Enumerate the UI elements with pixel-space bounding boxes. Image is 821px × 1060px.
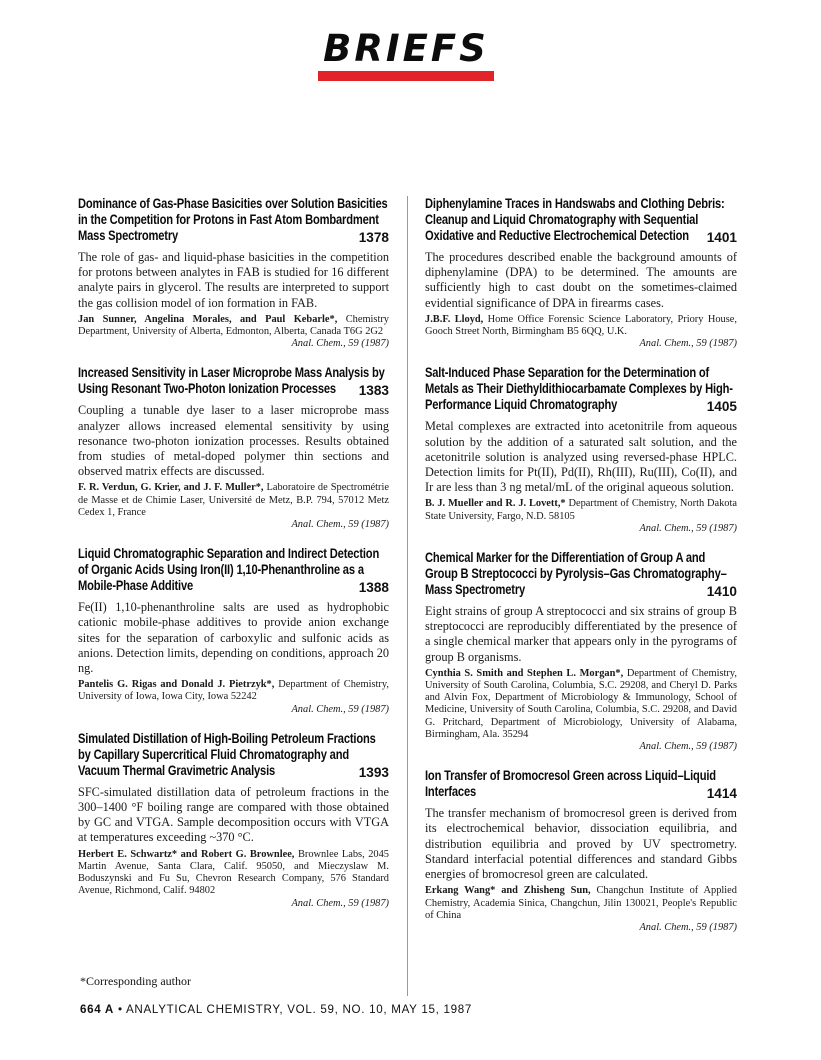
brief-authors-block xyxy=(425,885,737,922)
brief-title[interactable]: Dominance of Gas-Phase Basicities over Solution Basicities in the Competition for Protons in Fast Atom Bombardment Mass Spectrometry xyxy=(78,196,388,243)
brief-abstract: The procedures described enable the background amounts of diphenylamine (DPA) to be determined. The amounts are sufficiently high to cast doubt on the sometimes-claimed evidential significance of DPA in firearms cases. xyxy=(425,250,737,310)
brief-authors: Herbert E. Schwartz* and Robert G. Brownlee, xyxy=(78,848,295,860)
brief-page-number: 1414 xyxy=(706,786,737,802)
briefs-logo xyxy=(318,27,494,82)
brief-item xyxy=(78,365,389,531)
column-divider xyxy=(407,196,408,996)
brief-item xyxy=(78,731,389,910)
brief-abstract: Eight strains of group A streptococci and six strains of group B streptococci are reproducibly differentiated by the presence of a single chemical marker that appears only in the pyrograms of group B organisms. xyxy=(425,604,737,664)
brief-title[interactable]: Diphenylamine Traces in Handswabs and Clothing Debris: Cleanup and Liquid Chromatography with Sequential Oxidative and Reductive Electrochemical Detection xyxy=(425,196,725,243)
brief-abstract: SFC-simulated distillation data of petroleum fractions in the 300–1400 °F boiling range are compared with those obtained by GC and VTGA. Sample decomposition occurs with VTGA at temperatures exceeding ~370 °C. xyxy=(78,784,389,845)
brief-authors-block xyxy=(425,498,737,522)
brief-citation: Anal. Chem., 59 (1987) xyxy=(639,921,737,933)
brief-title[interactable]: Ion Transfer of Bromocresol Green across Liquid–Liquid Interfaces xyxy=(425,768,716,800)
brief-authors-block xyxy=(78,849,389,898)
brief-item xyxy=(78,196,389,350)
brief-item xyxy=(425,365,737,535)
brief-authors: Cynthia S. Smith and Stephen L. Morgan*, xyxy=(425,667,624,679)
brief-citation: Anal. Chem., 59 (1987) xyxy=(639,522,737,534)
brief-citation: Anal. Chem., 59 (1987) xyxy=(291,338,389,350)
brief-authors: J.B.F. Lloyd, xyxy=(425,313,484,325)
brief-abstract: The role of gas- and liquid-phase basicities in the competition for protons between analytes in FAB is studied for 16 different analyte pairs in glycerol. The results are interpreted to support the gas collision model of ion formation in FAB. xyxy=(78,250,389,310)
left-column xyxy=(78,196,389,925)
brief-affiliation: Changchun Institute of Applied Chemistry, Academia Sinica, Changchun, Jilin 130021, People's Republic of China xyxy=(425,885,737,921)
page-footer xyxy=(80,1003,472,1016)
brief-affiliation: Department of Chemistry, University of South Carolina, Columbia, S.C. 29208, and Cheryl D. Parks and Alvin Fox, Department of Microbiology & Immunology, School of Medicine, University of South Carolina, Columbia, S.C. 29208, and David G. Pritchard, Department of Microbiology, University of Alabama, Birmingham, Ala. 35294 xyxy=(425,667,737,740)
brief-affiliation: Department of Chemistry, North Dakota State University, Fargo, N.D. 58105 xyxy=(425,498,737,522)
brief-affiliation: Home Office Forensic Science Laboratory, Priory House, Gooch Street North, Birmingham B5 6QQ, U.K. xyxy=(425,313,737,338)
brief-citation: Anal. Chem., 59 (1987) xyxy=(291,703,389,715)
brief-citation: Anal. Chem., 59 (1987) xyxy=(639,741,737,753)
brief-affiliation: Department of Chemistry, University of Iowa, Iowa City, Iowa 52242 xyxy=(78,679,389,703)
brief-abstract: The transfer mechanism of bromocresol green is derived from its electrochemical behavior, dissociation equilibria, and distribution equilibria and proved by UV spectrometry. Standard interfacial potential differences and standard Gibbs energies of bromocresol green are calculated. xyxy=(425,806,737,882)
brief-item xyxy=(425,550,737,753)
footer-bullet: • xyxy=(117,1003,123,1016)
brief-page-number: 1383 xyxy=(358,383,389,399)
brief-authors-block xyxy=(425,668,737,741)
brief-page-number: 1410 xyxy=(706,584,737,600)
brief-title[interactable]: Increased Sensitivity in Laser Microprobe Mass Analysis by Using Resonant Two-Photon Ionization Processes xyxy=(78,365,385,397)
brief-item xyxy=(425,196,737,350)
brief-title[interactable]: Chemical Marker for the Differentiation of Group A and Group B Streptococci by Pyrolysis–Gas Chromatography–Mass Spectrometry xyxy=(425,550,727,598)
brief-authors: F. R. Verdun, G. Krier, and J. F. Muller*, xyxy=(78,482,264,494)
brief-authors: B. J. Mueller and R. J. Lovett,* xyxy=(425,498,566,510)
brief-page-number: 1393 xyxy=(358,764,389,780)
corresponding-author-footnote: *Corresponding author xyxy=(80,974,191,988)
right-column xyxy=(425,196,737,949)
brief-citation: Anal. Chem., 59 (1987) xyxy=(639,338,737,350)
logo-red-bar xyxy=(318,71,494,81)
brief-title[interactable]: Salt-Induced Phase Separation for the Determination of Metals as Their Diethyldithiocarbamate Complexes by High-Performance Liquid Chromatography xyxy=(425,365,733,413)
brief-page-number: 1378 xyxy=(358,230,389,245)
brief-abstract: Coupling a tunable dye laser to a laser microprobe mass analyzer allows increased elemental sensitivity by using resonance two-photon ionization processes. Results obtained from studies of metal-doped polymer thin sections and observed matrix effects are discussed. xyxy=(78,403,389,479)
brief-page-number: 1388 xyxy=(358,580,389,596)
brief-title[interactable]: Liquid Chromatographic Separation and Indirect Detection of Organic Acids Using Iron(II) 1,10-Phenanthroline as a Mobile-Phase Additive xyxy=(78,546,380,594)
brief-page-number: 1405 xyxy=(706,399,737,415)
brief-authors-block xyxy=(78,314,389,338)
brief-authors: Erkang Wang* and Zhisheng Sun, xyxy=(425,885,591,897)
brief-affiliation: Chemistry Department, University of Alberta, Edmonton, Alberta, Canada T6G 2G2 xyxy=(78,313,389,338)
brief-item xyxy=(425,768,737,934)
brief-affiliation: Brownlee Labs, 2045 Martin Avenue, Santa Clara, Calif. 95050, and Mieczyslaw M. Boduszynski and Fu Su, Chevron Research Company, 576 Standard Avenue, Richmond, Calif. 94802 xyxy=(78,848,389,897)
brief-authors-block xyxy=(425,314,737,338)
brief-authors-block xyxy=(78,482,389,519)
brief-affiliation: Laboratoire de Spectrométrie de Masse et de Chimie Laser, Université de Metz, B.P. 794, 57012 Metz Cedex 1, France xyxy=(78,482,389,518)
footer-page-label: 664 A xyxy=(80,1003,115,1016)
brief-citation: Anal. Chem., 59 (1987) xyxy=(291,519,389,531)
brief-abstract: Fe(II) 1,10-phenanthroline salts are used as hydrophobic cationic mobile-phase additives to provide anion exchange sites for the separation of carboxylic and sulfonic acids as anions. Detection limits, depending on conditions, approach 20 ng. xyxy=(78,600,389,676)
brief-authors: Jan Sunner, Angelina Morales, and Paul Kebarle*, xyxy=(78,313,338,325)
logo-text: BRIEFS xyxy=(323,27,489,70)
brief-citation: Anal. Chem., 59 (1987) xyxy=(291,897,389,909)
brief-item xyxy=(78,546,389,716)
brief-abstract: Metal complexes are extracted into acetonitrile from aqueous solution by the addition of a saturated salt solution, and the acetonitrile solution is analyzed using reversed-phase HPLC. Detection limits for Pt(II), Pd(II), Rh(III), Ru(III), Co(II), and Ir are less than 3 ng metal/mL of the original aqueous solution. xyxy=(425,419,737,495)
footer-journal: ANALYTICAL CHEMISTRY, VOL. 59, NO. 10, MAY 15, 1987 xyxy=(125,1003,473,1016)
brief-authors-block xyxy=(78,679,389,703)
brief-page-number: 1401 xyxy=(706,230,737,245)
brief-authors: Pantelis G. Rigas and Donald J. Pietrzyk*, xyxy=(78,679,275,691)
brief-title[interactable]: Simulated Distillation of High-Boiling Petroleum Fractions by Capillary Supercritical Fluid Chromatography and Vacuum Thermal Gravimetric Analysis xyxy=(78,730,376,778)
